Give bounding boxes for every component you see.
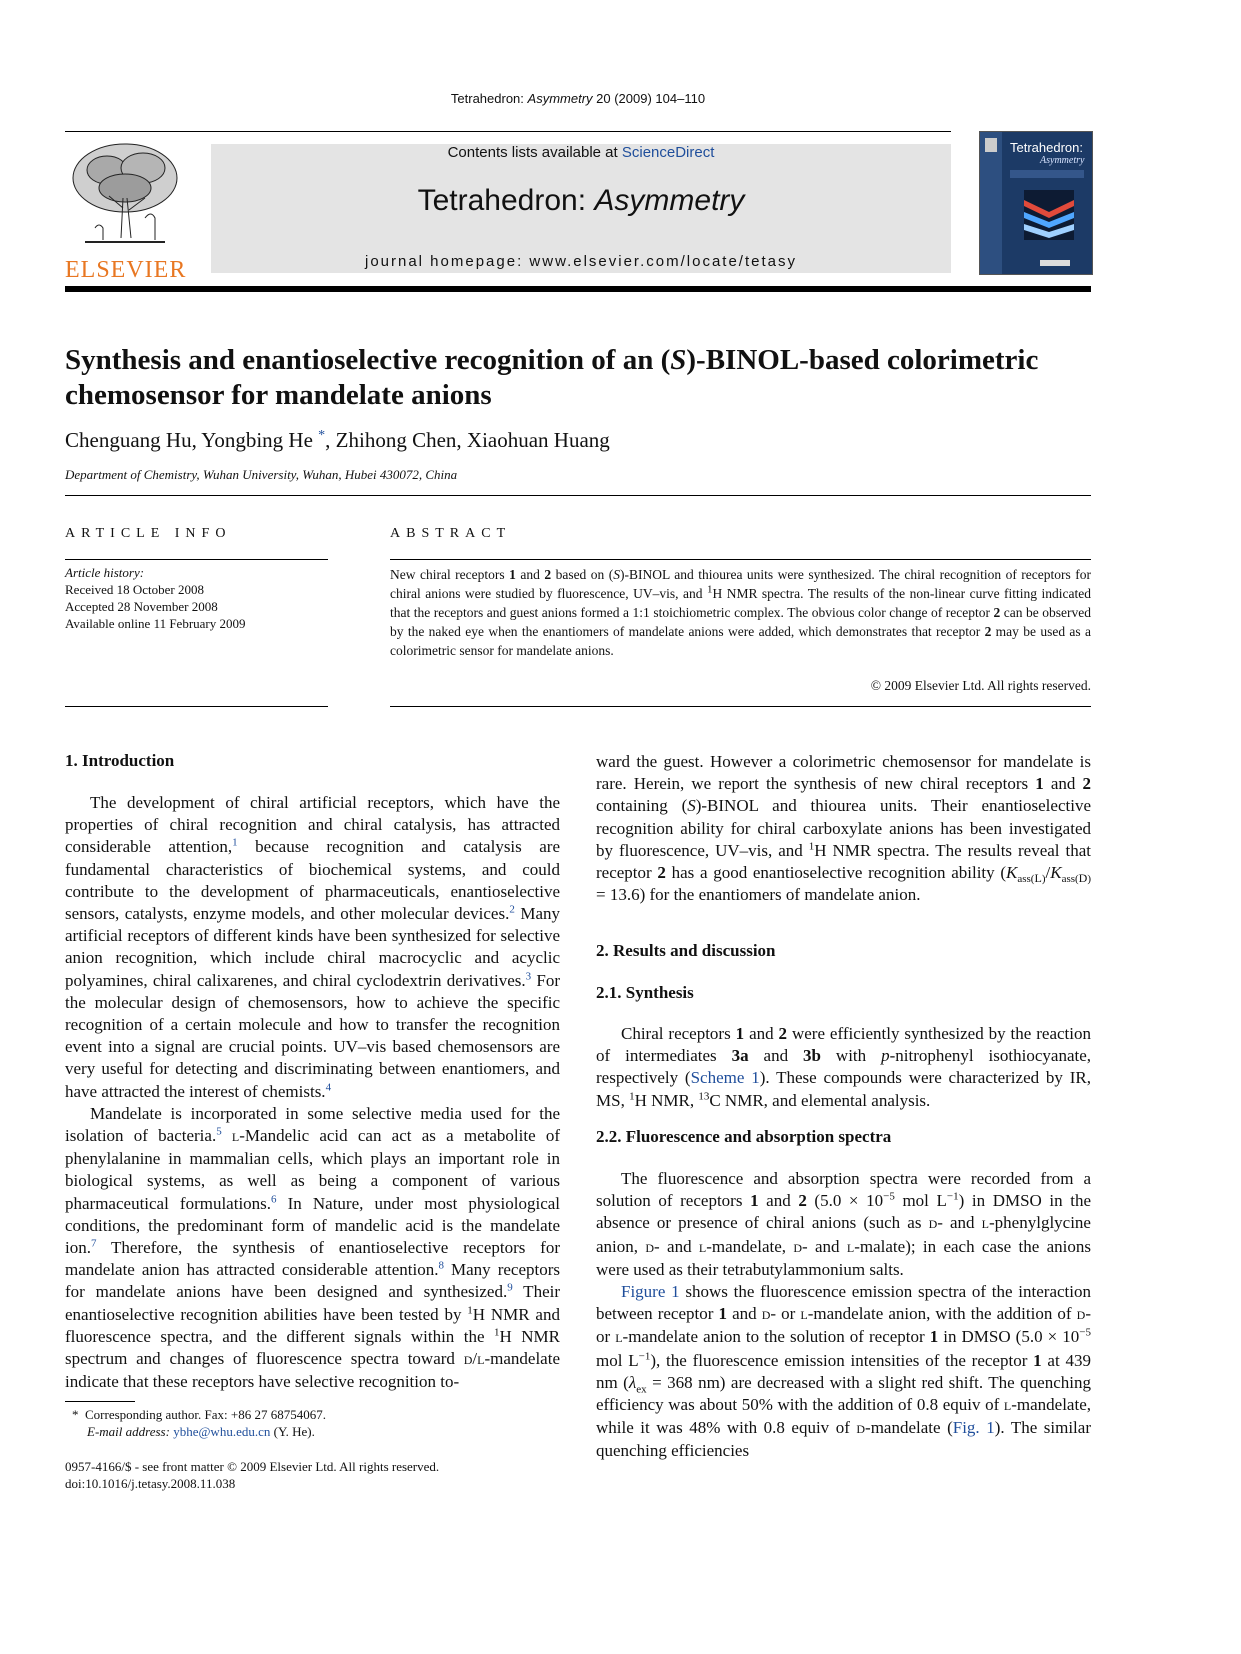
doi-link[interactable]: doi:10.1016/j.tetasy.2008.11.038 bbox=[65, 1476, 236, 1491]
introduction-continued: ward the guest. However a colorimetric chemosensor for mandelate is rare. Herein, we report the synthesis of new chiral receptors 1 and 2 containing (S)-BINOL and thiourea units. Their enantioselective recognition ability for chiral carboxylate anions has been investigated by fluorescence, UV–vis, and $^1$H NMR spectra. The results reveal that receptor 2 has a good enantioselective recognition ability $(K_{ass(L)}/K_{ass(D)} = 13.6)$ for the enantiomers of mandelate anion. bbox=[596, 752, 1092, 905]
section-heading-results: 2. Results and discussion bbox=[596, 941, 776, 960]
journal-homepage-link[interactable]: journal homepage: www.elsevier.com/locate/tetasy bbox=[364, 253, 797, 270]
cover-title: Tetrahedron: bbox=[1010, 140, 1083, 155]
abstract-bottom-rule bbox=[390, 706, 1091, 707]
author-email-link[interactable]: ybhe@whu.edu.cn bbox=[173, 1424, 271, 1439]
corresponding-author-mark[interactable]: * bbox=[318, 428, 326, 443]
fluorescence-body: The fluorescence and absorption spectra were recorded from a solution of receptors 1 and 2 ($5.0 \times 10^{-5}$ mol $L^{-1}$) in DMSO in the absence or presence of chiral anions (such as D- and L-phenylglycine anion, D- and L-mandelate, D- and L-malate); in each case the anions were used as their tetrabutylammonium salts. Figure 1 shows the fluorescence emission spectra of the interaction between receptor 1 and D- or L-mandelate anion, with the addition of D- or L-mandelate anion to the solution of receptor 1 in DMSO ($5.0 \times 10^{-5}$ mol $L^{-1}$), the fluorescence emission intensities of the receptor 1 at 439 nm ($\lambda_{ex} = 368$ nm) are decreased with a slight red shift. The quenching efficiency was about 50% with the addition of 0.8 equiv of L-mandelate, while it was 48% with 0.8 equiv of D-mandelate (Fig. 1). The similar quenching efficiencies bbox=[596, 1169, 1092, 1461]
section-heading-fluorescence: 2.2. Fluorescence and absorption spectra bbox=[596, 1127, 892, 1146]
article-history: Article history: Received 18 October 2008 Accepted 28 November 2008 Available online 11 February 2009 bbox=[65, 565, 246, 631]
elsevier-logo bbox=[65, 138, 187, 283]
issn-footer: 0957-4166/$ - see front matter © 2009 Elsevier Ltd. All rights reserved. doi:10.1016/j.tetasy.2008.11.038 bbox=[65, 1459, 440, 1491]
article-info-bottom-rule bbox=[65, 706, 328, 707]
journal-name: Tetrahedron: Asymmetry bbox=[417, 184, 745, 217]
introduction-body: The development of chiral artificial receptors, which have the properties of chiral recognition and chiral catalysis, has attracted considerable attention,$^1$ because recognition and catalysis are fundamental characteristics of biochemical systems, and could contribute to the development of pharmaceuticals, enantioselective sensors, catalysts, enzyme models, and other molecular devices.$^2$ Many artificial receptors of different kinds have been synthesized for selective anion recognition, which include chiral macrocyclic and acyclic polyamines, chiral calixarenes, and chiral cyclodextrin derivatives.$^3$ For the molecular design of chemosensors, how to achieve the specific recognition of a certain molecule and how to transfer the recognition event into a signal are crucial points. UV–vis based chemosensors are very useful for detecting and discriminating between enantiomers, and have attracted the interest of chemists.$^4$ Mandelate is incorporated in some selective media used for the isolation of bacteria.$^5$ L-Mandelic acid can act as a metabolite of phenylalanine in mammalian cells, which plays an important role in biological systems, as well as being a component of various pharmaceutical formulations.$^6$ In Nature, under most physiological conditions, the predominant form of mandelic acid is the mandelate ion.$^7$ Therefore, the synthesis of enantioselective receptors for mandelate anion has attracted considerable attention.$^8$ Many receptors for mandelate anions have been designed and synthesized.$^9$ Their enantioselective recognition abilities have been tested by $^1$H NMR and fluorescence spectra, and the different signals within the $^1$H NMR spectrum and changes of fluorescence spectra toward D/L-mandelate indicate that these receptors have selective recognition to- bbox=[65, 793, 561, 1392]
journal-cover-image bbox=[979, 131, 1093, 275]
abstract-heading: ABSTRACT bbox=[390, 526, 512, 541]
elsevier-wordmark: ELSEVIER bbox=[65, 257, 187, 283]
journal-banner bbox=[211, 144, 951, 273]
sciencedirect-link[interactable]: ScienceDirect bbox=[621, 144, 715, 161]
header-thick-rule bbox=[65, 286, 1091, 292]
author-list: Chenguang Hu, Yongbing He *, Zhihong Chen, Xiaohuan Huang bbox=[65, 428, 610, 452]
abstract-rule bbox=[390, 559, 1091, 560]
corresponding-footnote: * Corresponding author. Fax: +86 27 68754067. E-mail address: ybhe@whu.edu.cn (Y. He). bbox=[72, 1407, 326, 1439]
abstract-body: New chiral receptors 1 and 2 based on (S)-BINOL and thiourea units were synthesized. The chiral recognition of receptors for chiral anions were studied by fluorescence, UV–vis, and $^1$H NMR spectra. The results of the non-linear curve fitting indicated that the receptors and guest anions formed a 1:1 stoichiometric complex. The obvious color change of receptor 2 can be observed by the naked eye when the enantiomers of mandelate anions were added, which demonstrates that receptor 2 may be used as a colorimetric sensor for mandelate anions. bbox=[390, 567, 1092, 658]
article-info-heading: ARTICLE INFO bbox=[65, 526, 232, 541]
section-heading-synthesis: 2.1. Synthesis bbox=[596, 983, 694, 1002]
journal-citation: Tetrahedron: Asymmetry 20 (2009) 104–110 bbox=[450, 91, 706, 106]
elsevier-tree-icon bbox=[65, 138, 185, 250]
article-info-rule bbox=[65, 559, 328, 560]
affiliation: Department of Chemistry, Wuhan University, Wuhan, Hubei 430072, China bbox=[65, 467, 458, 482]
contents-line: Contents lists available at ScienceDirect bbox=[447, 144, 715, 161]
footnote-rule bbox=[65, 1401, 135, 1402]
cover-graphic-icon bbox=[1024, 190, 1074, 240]
header-top-rule bbox=[65, 131, 951, 132]
section-heading-introduction: 1. Introduction bbox=[65, 751, 175, 770]
abstract-copyright: © 2009 Elsevier Ltd. All rights reserved. bbox=[870, 678, 1091, 693]
synthesis-body: Chiral receptors 1 and 2 were efficiently synthesized by the reaction of intermediates 3a and 3b with p-nitrophenyl isothiocyanate, respectively (Scheme 1). These compounds were characterized by IR, MS, $^1$H NMR, $^{13}$C NMR, and elemental analysis. bbox=[596, 1024, 1092, 1110]
affiliation-rule bbox=[65, 495, 1091, 496]
cover-subtitle: Asymmetry bbox=[1040, 155, 1085, 166]
article-title: Synthesis and enantioselective recognition of an (S)-BINOL-based colorimetric chemosensor for mandelate anions bbox=[65, 344, 1039, 411]
